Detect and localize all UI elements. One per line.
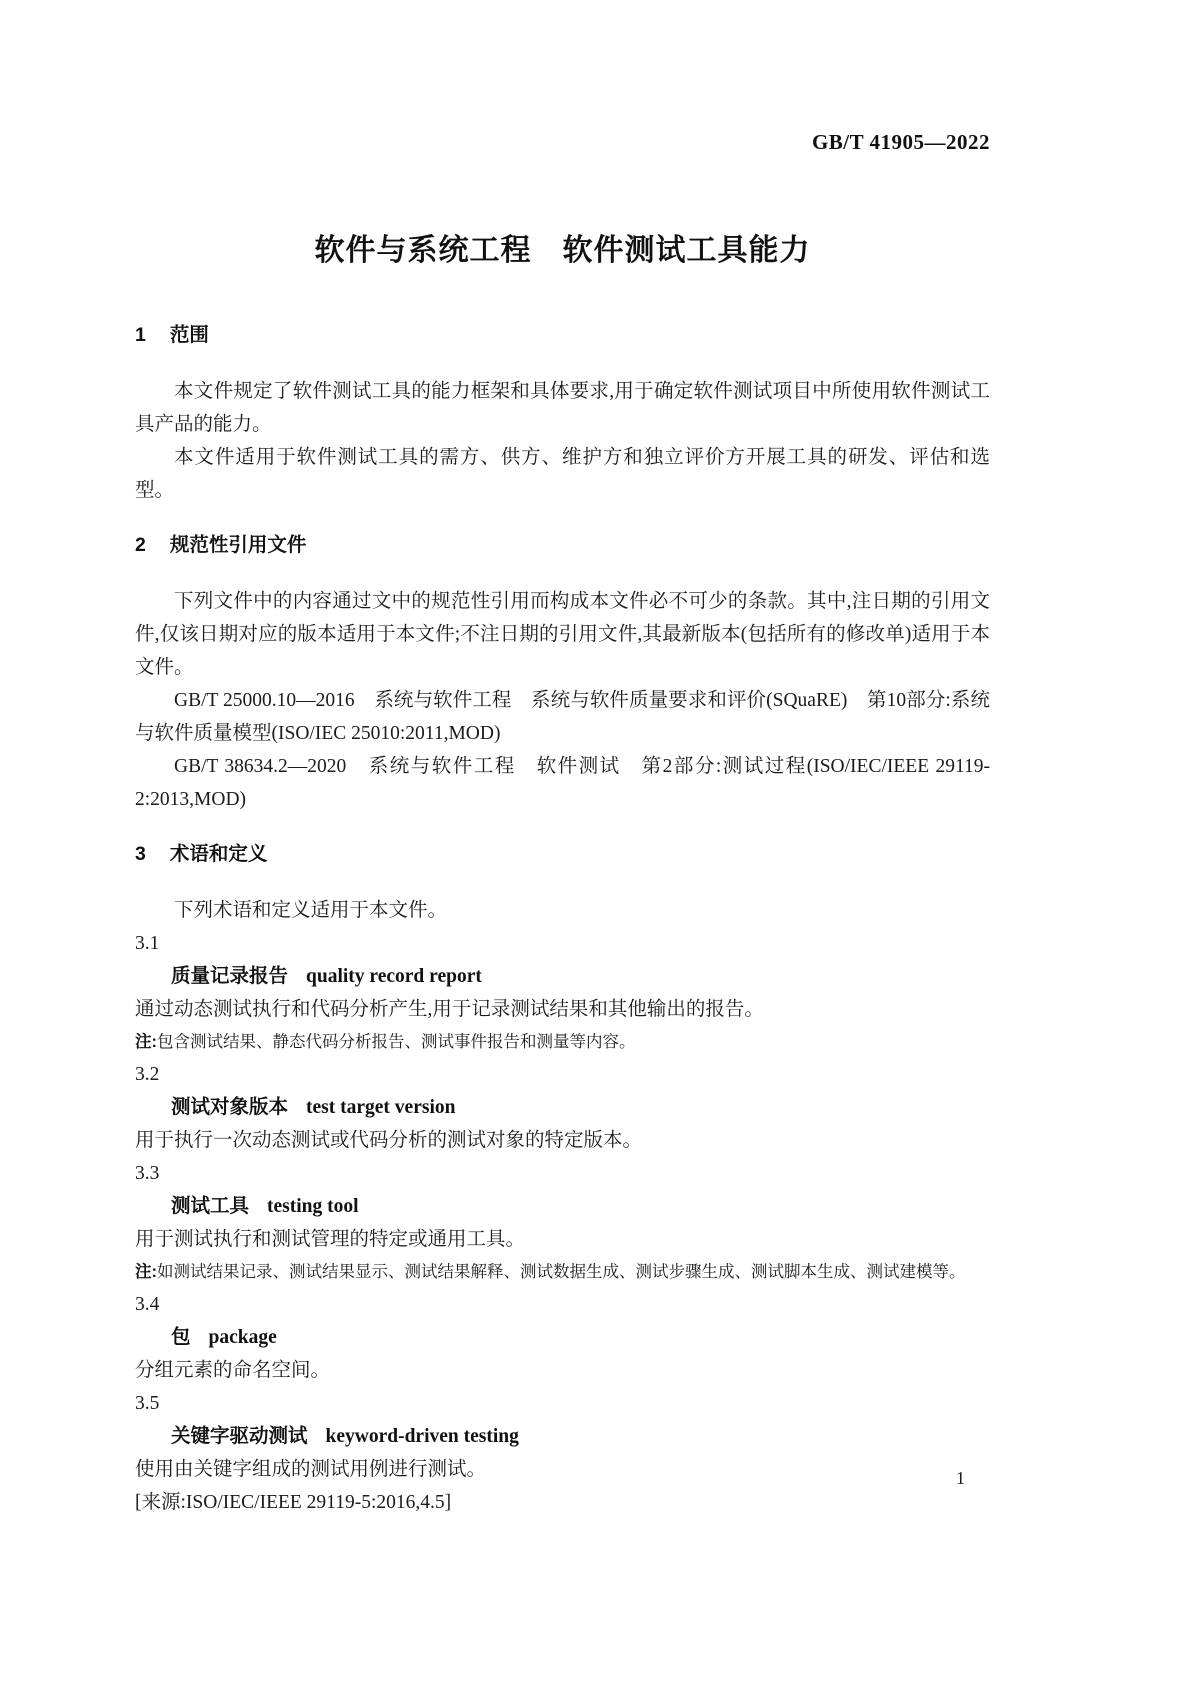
- term-name: [171, 1091, 990, 1124]
- note-text: 如测试结果记录、测试结果显示、测试结果解释、测试数据生成、测试步骤生成、测试脚本生成、测试建模等。: [157, 1262, 966, 1281]
- term-definition: 使用由关键字组成的测试用例进行测试。: [135, 1459, 487, 1480]
- term-note: [135, 1026, 990, 1058]
- section-heading-label: 术语和定义: [169, 843, 268, 865]
- term-entry-3-4: [135, 1288, 990, 1387]
- term-entry-3-1: [135, 927, 990, 1058]
- term-name-en: keyword-driven testing: [325, 1426, 519, 1447]
- section-terms-definitions: [135, 838, 990, 1519]
- term-number: 3.3: [135, 1163, 160, 1184]
- section-number: 2: [135, 534, 146, 556]
- paragraph: 本文件适用于软件测试工具的需方、供方、维护方和独立评价方开展工具的研发、评估和选型。: [135, 447, 990, 501]
- term-definition: 通过动态测试执行和代码分析产生,用于记录测试结果和其他输出的报告。: [135, 999, 764, 1020]
- note-label: 注:: [135, 1033, 157, 1051]
- term-name-en: package: [208, 1327, 277, 1348]
- term-name: [171, 1190, 990, 1223]
- section-normative-references: [135, 529, 990, 816]
- standard-number: GB/T 41905—2022: [811, 130, 990, 154]
- term-definition: 用于执行一次动态测试或代码分析的测试对象的特定版本。: [135, 1130, 643, 1151]
- term-entry-3-3: [135, 1157, 990, 1288]
- term-name-zh: 测试工具: [171, 1195, 250, 1217]
- term-entry-3-5: [135, 1387, 990, 1519]
- term-entry-3-2: [135, 1058, 990, 1157]
- term-note: [135, 1256, 990, 1288]
- section-heading-references: [135, 529, 990, 562]
- term-number: 3.1: [135, 933, 160, 954]
- paragraph: 下列文件中的内容通过文中的规范性引用而构成本文件必不可少的条款。其中,注日期的引用文件,仅该日期对应的版本适用于本文件;不注日期的引用文件,其最新版本(包括所有的修改单)适用于本文件。: [135, 591, 990, 678]
- document-title: 软件与系统工程 软件测试工具能力: [314, 234, 811, 267]
- term-definition: 用于测试执行和测试管理的特定或通用工具。: [135, 1229, 526, 1250]
- term-name: [171, 960, 990, 993]
- section-heading-label: 范围: [169, 324, 209, 346]
- terms-intro: 下列术语和定义适用于本文件。: [174, 900, 448, 921]
- term-name: [171, 1420, 990, 1453]
- term-definition: 分组元素的命名空间。: [135, 1360, 331, 1381]
- reference-entry: GB/T 25000.10—2016 系统与软件工程 系统与软件质量要求和评价(SQuaRE) 第10部分:系统与软件质量模型(ISO/IEC 25010:2011,MOD): [135, 690, 990, 744]
- note-text: 包含测试结果、静态代码分析报告、测试事件报告和测量等内容。: [157, 1032, 636, 1051]
- section-scope: [135, 319, 990, 507]
- term-name-en: testing tool: [267, 1196, 359, 1217]
- term-source: [来源:ISO/IEC/IEEE 29119-5:2016,4.5]: [135, 1492, 452, 1513]
- term-name-zh: 包: [171, 1326, 191, 1348]
- reference-entry: GB/T 38634.2—2020 系统与软件工程 软件测试 第2部分:测试过程(ISO/IEC/IEEE 29119-2:2013,MOD): [135, 756, 990, 810]
- term-name-zh: 质量记录报告: [171, 965, 289, 987]
- term-number: 3.4: [135, 1294, 160, 1315]
- term-name: [171, 1321, 990, 1354]
- page-number: 1: [956, 1468, 965, 1488]
- term-number: 3.5: [135, 1393, 160, 1414]
- section-heading-label: 规范性引用文件: [169, 534, 307, 556]
- section-number: 3: [135, 843, 146, 865]
- term-name-zh: 测试对象版本: [171, 1096, 289, 1118]
- section-heading-scope: [135, 319, 990, 352]
- term-name-zh: 关键字驱动测试: [171, 1425, 308, 1447]
- section-heading-terms: [135, 838, 990, 871]
- term-name-en: test target version: [306, 1097, 456, 1118]
- term-name-en: quality record report: [306, 966, 482, 987]
- section-number: 1: [135, 324, 146, 346]
- paragraph: 本文件规定了软件测试工具的能力框架和具体要求,用于确定软件测试项目中所使用软件测试工具产品的能力。: [135, 381, 990, 435]
- term-number: 3.2: [135, 1064, 160, 1085]
- note-label: 注:: [135, 1263, 157, 1281]
